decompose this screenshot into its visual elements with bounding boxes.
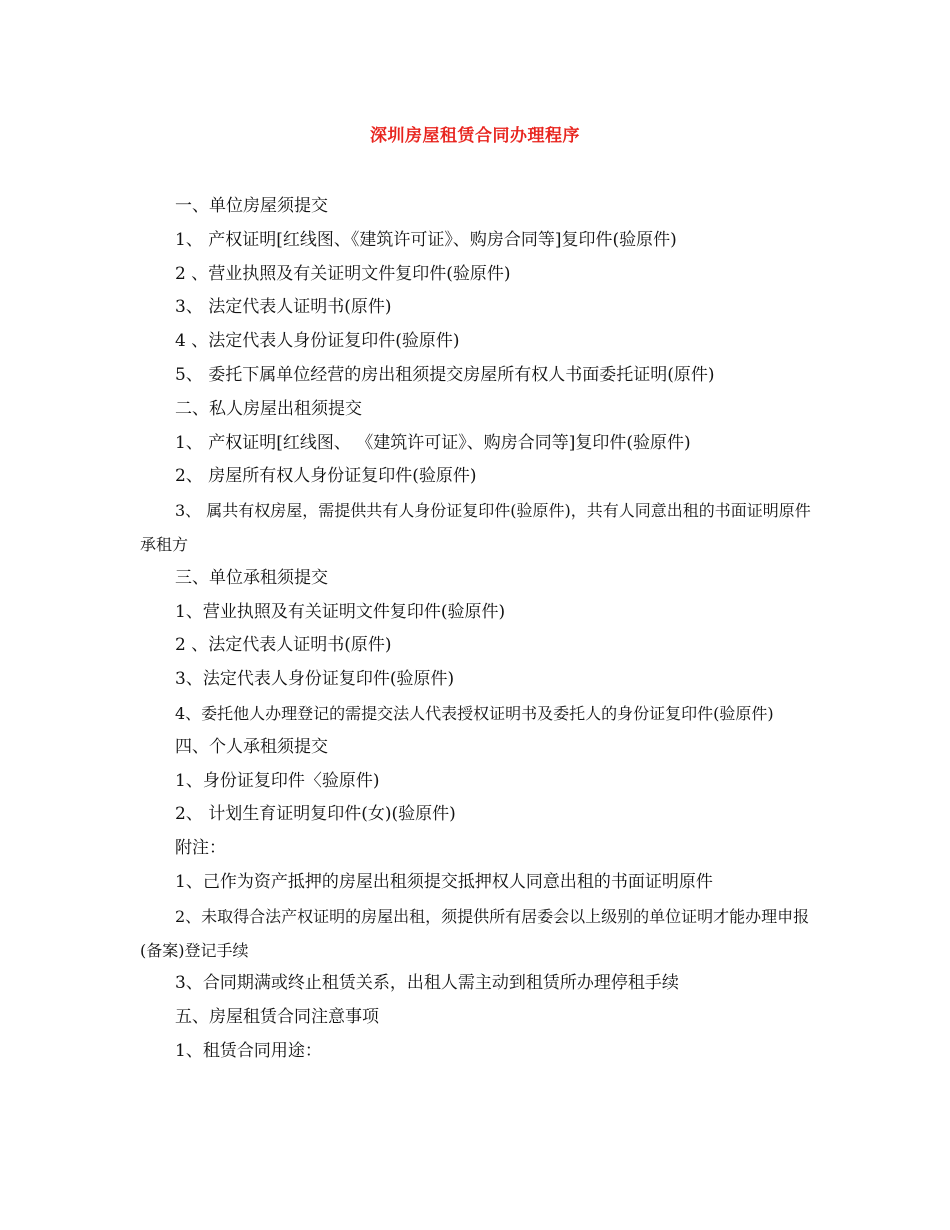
section-heading-1: 一、单位房屋须提交 <box>175 196 328 216</box>
list-item: 1、营业执照及有关证明文件复印件(验原件) <box>175 601 506 622</box>
list-item: 2 、营业执照及有关证明文件复印件(验原件) <box>175 263 511 284</box>
section-heading-5: 五、房屋租赁合同注意事项 <box>175 1007 379 1028</box>
list-item: 1、租赁合同用途： <box>175 1040 322 1061</box>
list-item: 1、 产权证明[红线图、《建筑许可证》、购房合同等]复印件(验原件) <box>175 229 677 250</box>
list-item: 2、 计划生育证明复印件(女)(验原件) <box>175 804 456 825</box>
list-item: 2、 房屋所有权人身份证复印件(验原件) <box>175 466 477 487</box>
note-item-wrapped: 2、未取得合法产权证明的房屋出租，须提供所有居委会以上级别的单位证明才能办理申报(备案)登记手续 <box>140 906 810 960</box>
note-item: 1、己作为资产抵押的房屋出租须提交抵押权人同意出租的书面证明原件 <box>175 871 713 892</box>
notes-heading: 附注： <box>175 838 226 859</box>
list-item: 2 、法定代表人证明书(原件) <box>175 635 392 656</box>
list-item: 1、 产权证明[红线图、 《建筑许可证》、购房合同等]复印件(验原件) <box>175 432 691 453</box>
note-item: 3、合同期满或终止租赁关系，出租人需主动到租赁所办理停租手续 <box>175 973 679 994</box>
list-item: 5、 委托下属单位经营的房出租须提交房屋所有权人书面委托证明(原件) <box>175 364 715 385</box>
section-heading-2: 二、私人房屋出租须提交 <box>175 398 362 419</box>
section-heading-3: 三、单位承租须提交 <box>175 567 328 588</box>
list-item: 3、 法定代表人证明书(原件) <box>175 297 392 318</box>
section-heading-4: 四、个人承租须提交 <box>175 736 328 757</box>
list-item: 4 、法定代表人身份证复印件(验原件) <box>175 331 460 352</box>
document-title: 深圳房屋租赁合同办理程序 <box>370 126 580 146</box>
list-item-wrapped: 4、委托他人办理登记的需提交法人代表授权证明书及委托人的身份证复印件(验原件) <box>175 703 774 723</box>
list-item: 3、法定代表人身份证复印件(验原件) <box>175 669 455 690</box>
list-item: 1、身份证复印件〈验原件) <box>175 770 380 791</box>
list-item-wrapped: 3、 属共有权房屋，需提供共有人身份证复印件(验原件)，共有人同意出租的书面证明原件承租方 <box>140 501 811 554</box>
document-body <box>140 190 816 1069</box>
